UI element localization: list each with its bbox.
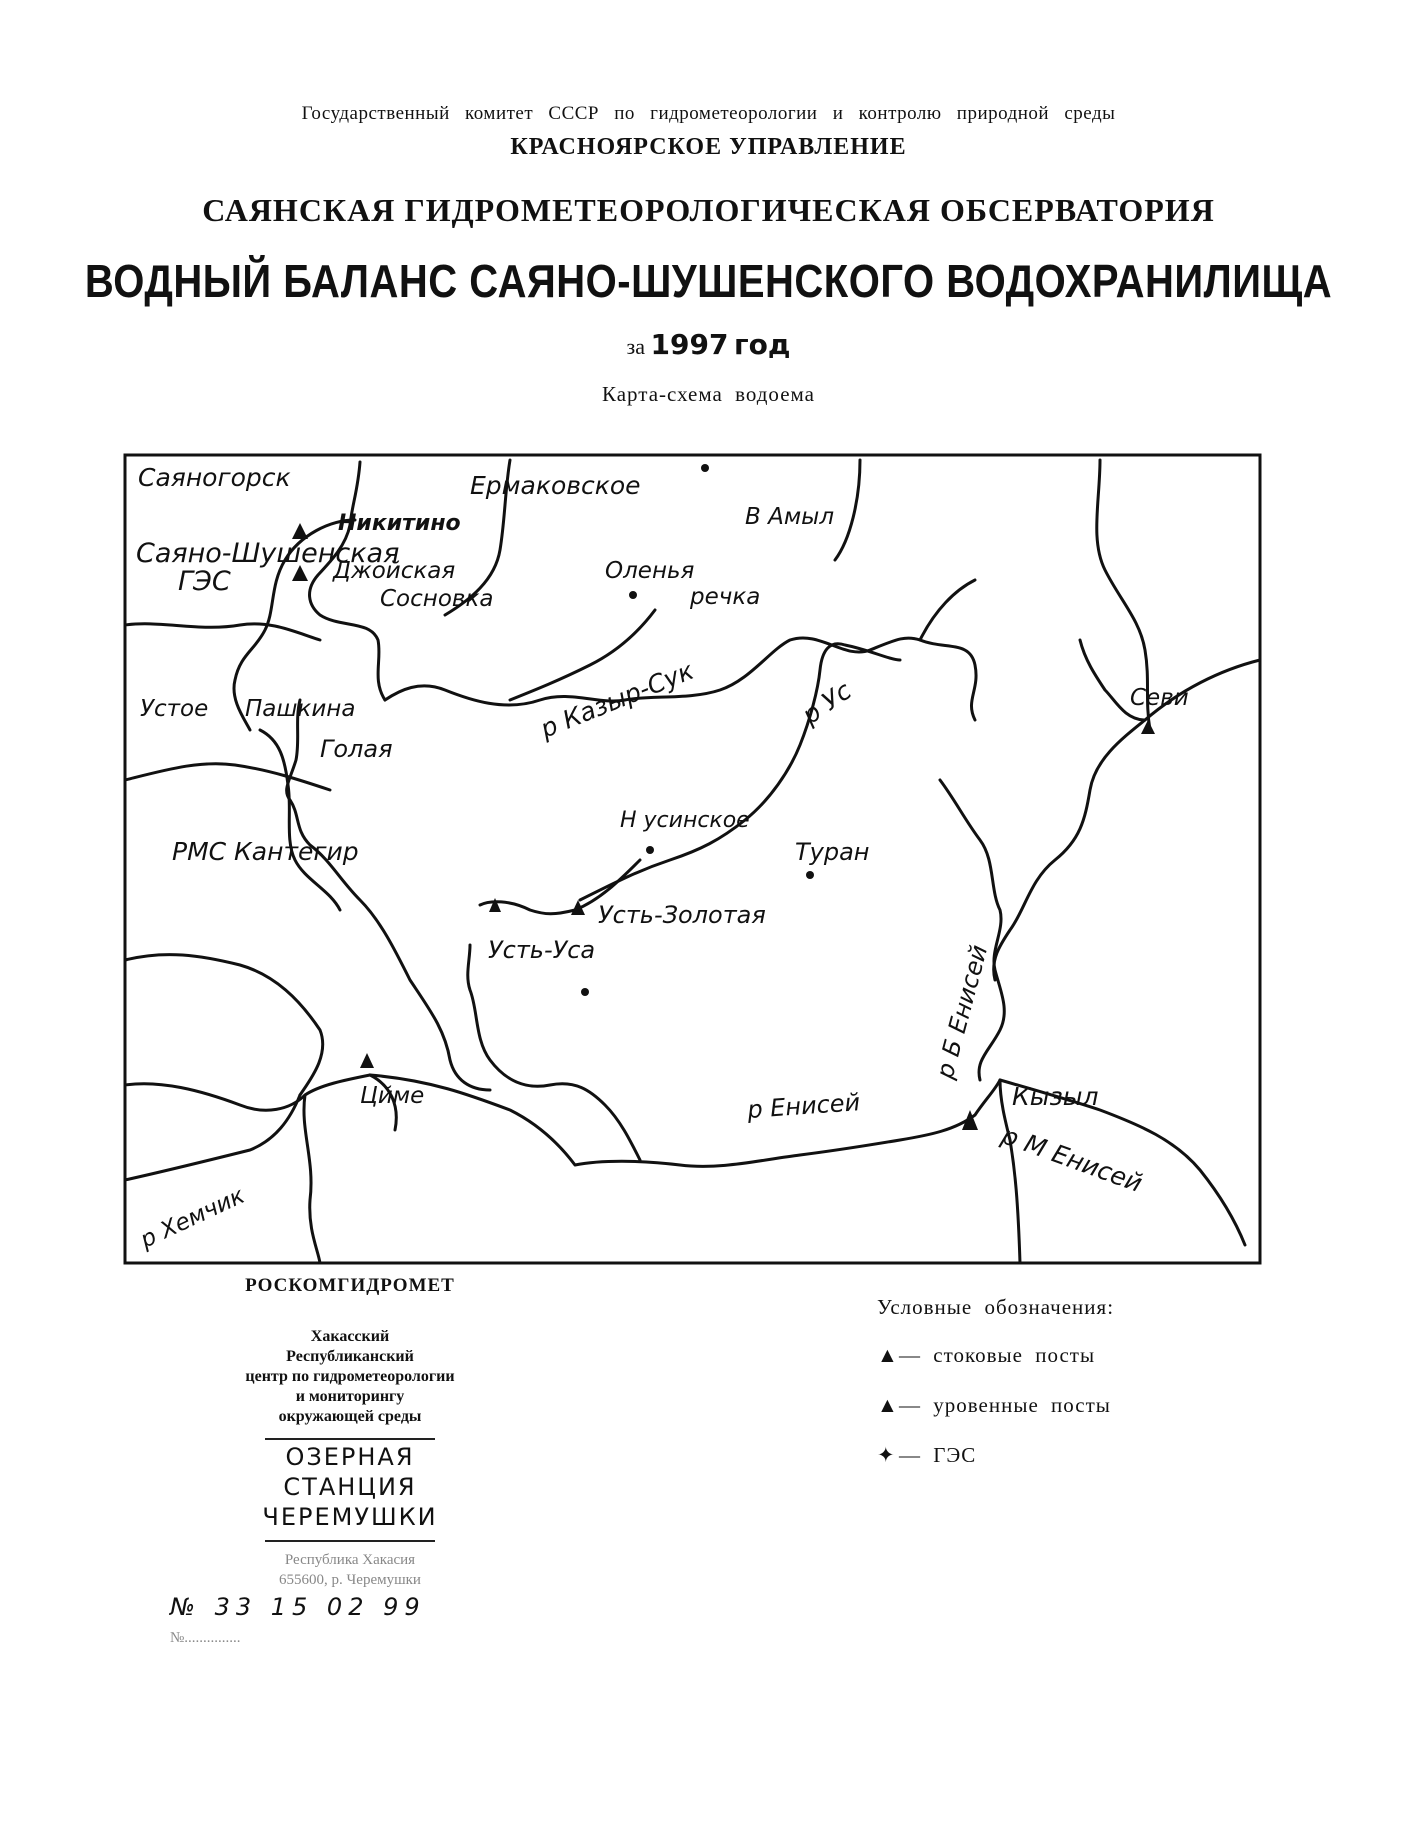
label-ermakovskoe: Ермаковское bbox=[470, 471, 641, 500]
point-ust-usa bbox=[581, 988, 589, 996]
map-legend bbox=[877, 1295, 1115, 1467]
label-olenya: Оленья bbox=[605, 558, 695, 584]
department-line: КРАСНОЯРСКОЕ УПРАВЛЕНИЕ bbox=[510, 134, 907, 160]
label-khemchik: р Хемчик bbox=[136, 1182, 249, 1254]
stamp-agency: РОСКОМГИДРОМЕТ bbox=[245, 1275, 455, 1296]
river-khemchik bbox=[125, 1075, 370, 1110]
label-turan: Туран bbox=[795, 838, 870, 866]
river-branch-left-2 bbox=[125, 624, 320, 640]
stamp-station-line-1: ОЗЕРНАЯ bbox=[285, 1443, 415, 1471]
triangle-icon: ▲ bbox=[877, 1393, 899, 1417]
river-top-right-tributary bbox=[835, 460, 860, 560]
label-ust-zolotaya: Усть-Золотая bbox=[598, 901, 766, 929]
point-n-usinskoe bbox=[646, 846, 654, 854]
label-sayano-shushenskaya: Саяно-Шушенская bbox=[136, 538, 400, 569]
label-chadan: Цйме bbox=[360, 1083, 425, 1109]
map-caption: Карта-схема водоема bbox=[602, 382, 815, 406]
label-kazyr-suk: р Казыр-Сук bbox=[536, 655, 698, 744]
label-sayanogorsk: Саяногорск bbox=[138, 463, 291, 492]
label-golaya: Голая bbox=[320, 735, 393, 763]
river-right-tributary-2 bbox=[920, 580, 975, 640]
legend-item-flow-gauges bbox=[877, 1343, 1095, 1368]
marker-chadan bbox=[360, 1053, 374, 1068]
legend-title: Условные обозначения: bbox=[877, 1295, 1115, 1319]
label-ges: ГЭС bbox=[178, 566, 231, 597]
label-us: р Ус bbox=[796, 675, 857, 730]
label-rechka: речка bbox=[690, 584, 761, 610]
stamp-divider-bottom bbox=[265, 1540, 435, 1542]
river-east-main bbox=[994, 660, 1260, 980]
stamp-station-line-2: СТАНЦИЯ bbox=[283, 1473, 417, 1501]
year-prefix: за bbox=[626, 334, 646, 359]
stamp-reg-number: № 33 15 02 99 bbox=[170, 1593, 426, 1621]
marker-ust-usa bbox=[489, 898, 501, 912]
legend-item-hydropower bbox=[877, 1443, 976, 1468]
year-value: 1997 bbox=[650, 328, 729, 361]
label-m-enisey: р М Енисей bbox=[997, 1120, 1147, 1198]
label-v-amyl: В Амыл bbox=[745, 504, 835, 530]
label-sevi: Севи bbox=[1130, 685, 1189, 711]
point-olenya bbox=[629, 591, 637, 599]
river-to-enisey bbox=[370, 1075, 1000, 1166]
label-b-enisey: р Б Енисей bbox=[930, 942, 994, 1082]
point-turan bbox=[806, 871, 814, 879]
label-ustoe: Устое bbox=[140, 696, 209, 722]
legend-label: — ГЭС bbox=[899, 1443, 977, 1467]
stamp-divider-top bbox=[265, 1438, 435, 1440]
legend-label: — уровенные посты bbox=[899, 1393, 1111, 1417]
label-pashkina: Пашкина bbox=[245, 696, 356, 722]
river-south-tributary bbox=[304, 1095, 320, 1263]
year-suffix: год bbox=[733, 328, 791, 361]
committee-line: Государственный комитет СССР по гидрометеорологии и контролю природной среды bbox=[301, 103, 1116, 124]
legend-item-level-gauges bbox=[877, 1393, 1111, 1418]
stamp-station-line-3: ЧЕРЕМУШКИ bbox=[262, 1503, 438, 1531]
stamp-org-line-4: и мониторингу bbox=[295, 1388, 405, 1405]
label-sosnovka: Сосновка bbox=[380, 586, 494, 612]
document-title: ВОДНЫЙ БАЛАНС САЯНО-ШУШЕНСКОГО ВОДОХРАНИЛИЩА bbox=[84, 256, 1333, 308]
triangle-icon: ▲ bbox=[877, 1343, 899, 1367]
stamp-org-line-2: Республиканский bbox=[286, 1348, 414, 1365]
river-southwest bbox=[125, 955, 323, 1095]
stamp-org-line-1: Хакасский bbox=[310, 1328, 390, 1345]
point-ermakovskoe bbox=[701, 464, 709, 472]
label-kyzyl: Кызыл bbox=[1012, 1082, 1099, 1111]
stamp-faint-line-1: Республика Хакасия bbox=[284, 1552, 416, 1568]
label-dzhoyskaya: Джойская bbox=[333, 558, 456, 584]
label-ust-usa: Усть-Уса bbox=[488, 936, 596, 964]
label-nikitino: Никитино bbox=[338, 511, 461, 536]
marker-nikitino bbox=[292, 523, 308, 539]
stamp-org-line-3: центр по гидрометеорологии bbox=[245, 1368, 455, 1385]
river-khemchik-lower bbox=[125, 1095, 300, 1180]
river-kantegir bbox=[125, 764, 330, 790]
label-n-usinskoe: Н усинское bbox=[620, 808, 750, 833]
stamp-org-line-5: окружающей среды bbox=[278, 1408, 422, 1425]
legend-label: — стоковые посты bbox=[899, 1343, 1096, 1367]
stamp-reg-line: №............... bbox=[170, 1630, 241, 1646]
river-right-loop bbox=[468, 945, 640, 1160]
dam-icon: ✦ bbox=[877, 1443, 896, 1467]
label-enisey: р Енисей bbox=[746, 1088, 862, 1124]
label-rms-kantegir: РМС Кантегир bbox=[172, 837, 359, 866]
stamp-faint-line-2: 655600, р. Черемушки bbox=[279, 1572, 421, 1588]
observatory-line: САЯНСКАЯ ГИДРОМЕТЕОРОЛОГИЧЕСКАЯ ОБСЕРВАТОРИЯ bbox=[202, 192, 1215, 228]
